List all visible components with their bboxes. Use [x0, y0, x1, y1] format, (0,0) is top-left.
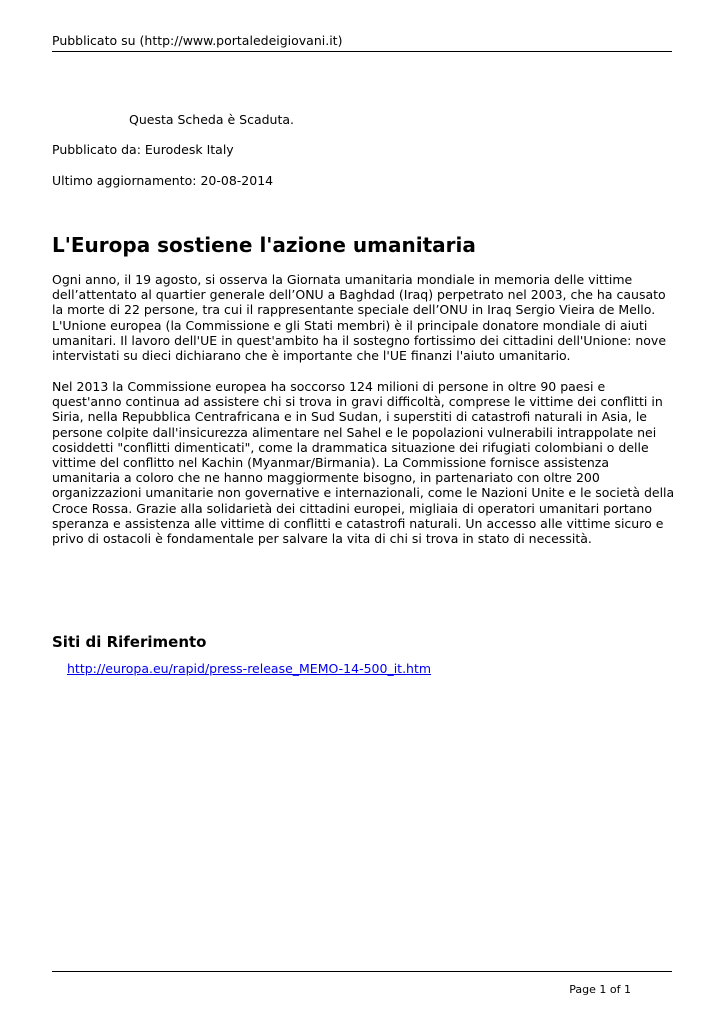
references-title: Siti di Riferimento: [52, 633, 207, 651]
article-paragraph-1: Ogni anno, il 19 agosto, si osserva la Giornata umanitaria mondiale in memoria delle vittime dell’attentato al quartier generale dell’ONU a Baghdad (Iraq) perpetrato nel 2003, che ha causato la morte di 22 persone, tra cui il rappresentante speciale dell’ONU in Iraq Sergio Vieira de Mello. L'Unione europea (la Commissione e gli Stati membri) è il principale donatore mondiale di aiuti umanitari. Il lavoro dell'UE in quest'ambito ha il sostegno fortissimo dei cittadini dell'Unione: nove intervistati su dieci dichiarano che è importante che l'UE finanzi l'aiuto umanitario.: [52, 272, 667, 364]
expired-notice: Questa Scheda è Scaduta.: [129, 112, 295, 127]
article-paragraph-2: Nel 2013 la Commissione europea ha soccorso 124 milioni di persone in oltre 90 paesi e quest'anno continua ad assistere chi si trova in gravi difficoltà, comprese le vittime dei conflitti in Siria, nella Repubblica Centrafricana e in Sud Sudan, i superstiti di catastrofi naturali in Asia, le persone colpite dall'insicurezza alimentare nel Sahel e le popolazioni vulnerabili intrappolate nei cosiddetti "conflitti dimenticati", come la drammatica situazione dei rifugiati colombiani o delle vittime del conflitto nel Kachin (Myanmar/Birmania). La Commissione fornisce assistenza umanitaria a coloro che ne hanno maggiormente bisogno, in partenariato con oltre 200 organizzazioni umanitarie non governative e internazionali, come le Nazioni Unite e le società della Croce Rossa. Grazie alla solidarietà dei cittadini europei, migliaia di operatori umanitari portano speranza e assistenza alle vittime di conflitti e catastrofi naturali. Un accesso alle vittime sicuro e privo di ostacoli è fondamentale per salvare la vita di chi si trova in stato di necessità.: [52, 379, 675, 547]
header-divider: [52, 51, 672, 52]
reference-link[interactable]: http://europa.eu/rapid/press-release_MEMO-14-500_it.htm: [67, 661, 432, 676]
published-by: Pubblicato da: Eurodesk Italy: [52, 142, 234, 157]
header-source: Pubblicato su (http://www.portaledeigiovani.it): [52, 33, 343, 48]
footer-divider: [52, 971, 672, 972]
article-title: L'Europa sostiene l'azione umanitaria: [52, 233, 476, 257]
page-number: Page 1 of 1: [569, 983, 631, 996]
last-update: Ultimo aggiornamento: 20-08-2014: [52, 173, 274, 188]
